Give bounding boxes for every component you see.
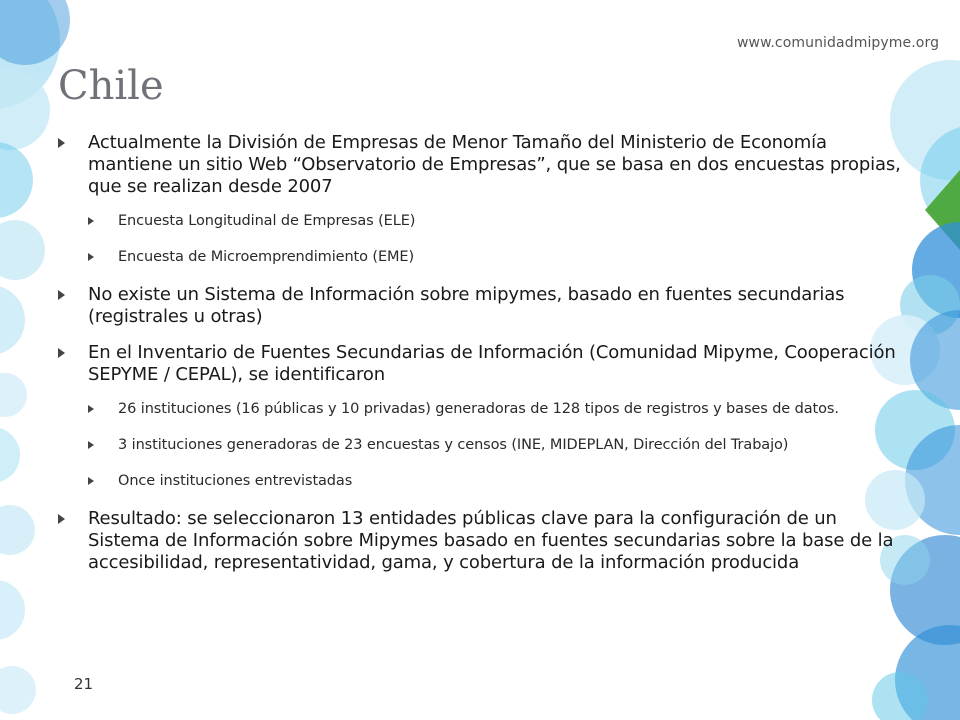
slide-title: Chile <box>58 63 164 109</box>
sub-bullet-3-2 <box>88 436 908 454</box>
bullet-arrow-icon <box>88 217 94 225</box>
bullet-1-text: Actualmente la División de Empresas de Menor Tamaño del Ministerio de Economía mantiene un sitio Web “Observatorio de Empresas”, que se basa en dos encuestas propias, que se realizan desde 2007 <box>88 132 901 197</box>
bullet-arrow-icon <box>88 253 94 261</box>
sub-bullet-1-1 <box>88 212 908 230</box>
sub-bullet-3-1-text: 26 instituciones (16 públicas y 10 privadas) generadoras de 128 tipos de registros y bases de datos. <box>118 401 839 417</box>
bullet-3-text: En el Inventario de Fuentes Secundarias de Información (Comunidad Mipyme, Cooperación SEPYME / CEPAL), se identificaron <box>88 342 896 385</box>
site-url: www.comunidadmipyme.org <box>737 35 940 51</box>
bullet-arrow-icon <box>88 405 94 413</box>
sub-bullet-3-1 <box>88 400 908 418</box>
bullet-arrow-icon <box>88 477 94 485</box>
bullet-arrow-icon <box>58 138 65 148</box>
page-number: 21 <box>74 675 94 693</box>
bullet-arrow-icon <box>58 290 65 300</box>
sub-bullet-1-2 <box>88 248 908 266</box>
bullet-4-text: Resultado: se seleccionaron 13 entidades públicas clave para la configuración de un Sistema de Información sobre Mipymes basado en fuentes secundarias sobre la base de la accesibilidad, representatividad, gama, y cobertura de la información producida <box>88 508 894 573</box>
bullet-2 <box>58 284 908 328</box>
bullet-4 <box>58 508 908 574</box>
sub-bullet-1-2-text: Encuesta de Microemprendimiento (EME) <box>118 249 415 265</box>
bullet-arrow-icon <box>58 514 65 524</box>
bullet-2-text: No existe un Sistema de Información sobre mipymes, basado en fuentes secundarias (registrales u otras) <box>88 284 845 327</box>
bullet-1 <box>58 132 908 198</box>
sub-bullet-3-2-text: 3 instituciones generadoras de 23 encuestas y censos (INE, MIDEPLAN, Dirección del Trabajo) <box>118 437 789 453</box>
sub-bullet-3-3 <box>88 472 908 490</box>
sub-bullet-3-3-text: Once instituciones entrevistadas <box>118 473 353 489</box>
slide-content <box>58 132 908 588</box>
bullet-arrow-icon <box>88 441 94 449</box>
sub-bullet-1-1-text: Encuesta Longitudinal de Empresas (ELE) <box>118 213 416 229</box>
bullet-3 <box>58 342 908 386</box>
bullet-arrow-icon <box>58 348 65 358</box>
